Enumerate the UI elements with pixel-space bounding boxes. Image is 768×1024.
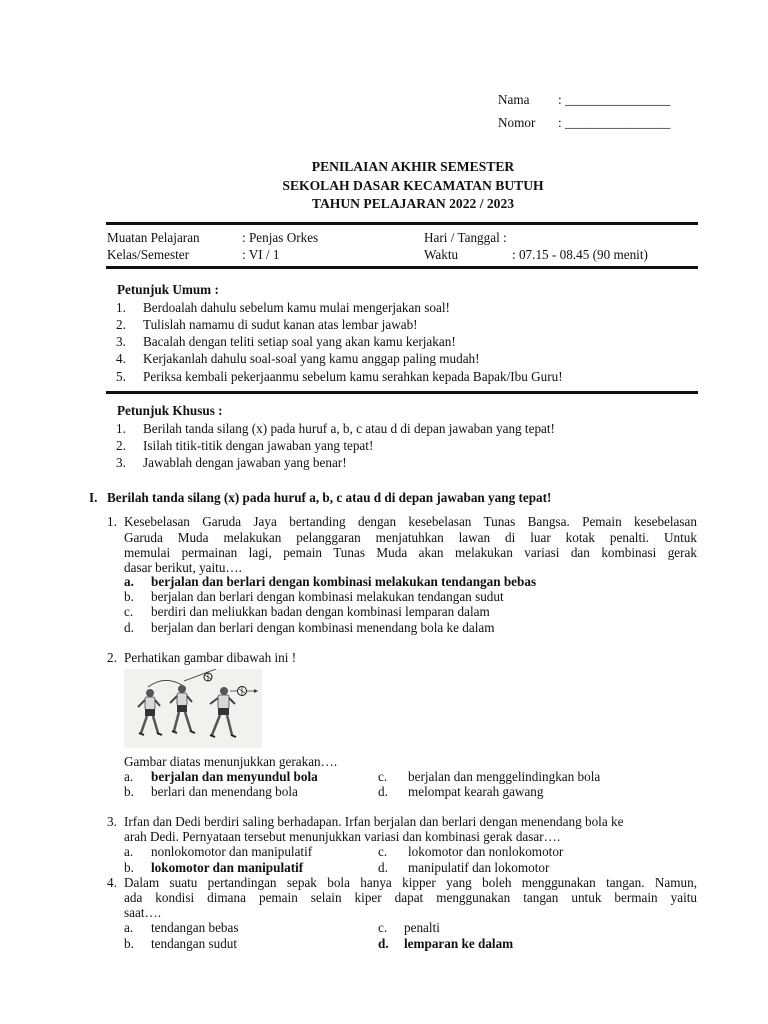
option-text[interactable]: nonlokomotor dan manipulatif — [151, 844, 313, 859]
option-text[interactable]: berjalan dan berlari dengan kombinasi melakukan tendangan bebas — [151, 574, 537, 589]
option-key[interactable]: c. — [378, 844, 388, 859]
heading-ball-illustration — [124, 669, 262, 748]
title-line-1: PENILAIAN AKHIR SEMESTER — [311, 159, 515, 174]
list-item-num: 3. — [116, 455, 126, 470]
option-text[interactable]: berjalan dan menggelindingkan bola — [408, 769, 601, 784]
question-1-line-1: Kesebelasan Garuda Jaya bertanding dengan kesebelasan Tunas Bangsa. Pemain kesebelasan — [124, 514, 697, 529]
question-4-line-1: Dalam suatu pertandingan sepak bola hanya kipper yang boleh menggunakan tangan. Namun, — [124, 875, 697, 890]
option-text[interactable]: berjalan dan berlari dengan kombinasi menendang bola ke dalam — [151, 620, 495, 635]
list-item-num: 2. — [116, 438, 126, 453]
question-1-line-3: memulai permainan lagi, pemain Tunas Muda akan melakukan variasi dan kombinasi gerak — [124, 545, 697, 560]
option-text[interactable]: melompat kearah gawang — [408, 784, 544, 799]
waktu-label: Waktu — [424, 247, 459, 262]
question-4-line-3: saat…. — [124, 905, 161, 920]
question-number: 1. — [107, 514, 117, 529]
hari-label: Hari / Tanggal : — [424, 230, 507, 245]
list-item-num: 4. — [116, 351, 126, 366]
petunjuk-umum-heading: Petunjuk Umum : — [117, 282, 219, 297]
option-key[interactable]: b. — [124, 936, 134, 951]
option-key[interactable]: d. — [378, 860, 388, 875]
question-number: 4. — [107, 875, 117, 890]
divider-mid — [106, 266, 698, 269]
option-text[interactable]: manipulatif dan lokomotor — [408, 860, 550, 875]
list-item: Bacalah dengan teliti setiap soal yang akan kamu kerjakan! — [143, 334, 456, 349]
option-key[interactable]: d. — [124, 620, 134, 635]
option-key[interactable]: d. — [378, 936, 389, 951]
option-text[interactable]: tendangan bebas — [151, 920, 239, 935]
option-text[interactable]: berlari dan menendang bola — [151, 784, 298, 799]
option-key[interactable]: b. — [124, 784, 134, 799]
title-line-3: TAHUN PELAJARAN 2022 / 2023 — [311, 196, 515, 211]
question-1-line-2: Garuda Muda melakukan pelanggaran menjatuhkan lawan di luar kotak penalti. Untuk — [124, 530, 697, 545]
option-text[interactable]: penalti — [404, 920, 440, 935]
question-3-line-1: Irfan dan Dedi berdiri saling berhadapan. Irfan berjalan dan berlari dengan menendang bola ke — [124, 814, 624, 829]
option-text[interactable]: tendangan sudut — [151, 936, 238, 951]
list-item-num: 3. — [116, 334, 126, 349]
option-text[interactable]: lokomotor dan nonlokomotor — [408, 844, 564, 859]
list-item: Kerjakanlah dahulu soal-soal yang kamu anggap paling mudah! — [143, 351, 480, 366]
title-line-2: SEKOLAH DASAR KECAMATAN BUTUH — [282, 178, 544, 193]
section-number: I. — [89, 490, 98, 505]
kelas-label: Kelas/Semester — [107, 247, 190, 262]
option-key[interactable]: c. — [378, 769, 388, 784]
list-item-num: 1. — [116, 421, 126, 436]
question-4-line-2: ada kondisi dimana pemain selain kiper dapat menggunakan tangan untuk bermain yaitu — [124, 890, 697, 905]
list-item: Tulislah namamu di sudut kanan atas lembar jawab! — [143, 317, 418, 332]
option-key[interactable]: c. — [124, 604, 134, 619]
question-number: 2. — [107, 650, 117, 665]
option-text[interactable]: lemparan ke dalam — [404, 936, 514, 951]
question-3-line-2: arah Dedi. Pernyataan tersebut menunjukkan variasi dan kombinasi gerak dasar…. — [124, 829, 561, 844]
option-key[interactable]: b. — [124, 589, 134, 604]
question-number: 3. — [107, 814, 117, 829]
list-item-num: 5. — [116, 369, 126, 384]
option-text[interactable]: berjalan dan menyundul bola — [151, 769, 318, 784]
option-key[interactable]: a. — [124, 574, 134, 589]
divider-bottom — [106, 391, 698, 394]
option-key[interactable]: d. — [378, 784, 388, 799]
option-key[interactable]: a. — [124, 769, 134, 784]
option-key[interactable]: c. — [378, 920, 388, 935]
kelas-value: : VI / 1 — [242, 247, 280, 262]
divider-top — [106, 222, 698, 225]
list-item-num: 2. — [116, 317, 126, 332]
question-1-line-4: dasar berikut, yaitu…. — [124, 560, 242, 575]
muatan-label: Muatan Pelajaran — [107, 230, 200, 245]
question-2-caption: Gambar diatas menunjukkan gerakan…. — [124, 754, 338, 769]
waktu-value: : 07.15 - 08.45 (90 menit) — [512, 247, 648, 262]
nomor-label: Nomor — [498, 115, 536, 130]
list-item: Jawablah dengan jawaban yang benar! — [143, 455, 347, 470]
option-text[interactable]: berdiri dan meliukkan badan dengan kombinasi lemparan dalam — [151, 604, 490, 619]
petunjuk-khusus-heading: Petunjuk Khusus : — [117, 403, 223, 418]
muatan-value: : Penjas Orkes — [242, 230, 319, 245]
option-key[interactable]: a. — [124, 844, 134, 859]
list-item-num: 1. — [116, 300, 126, 315]
section-heading: Berilah tanda silang (x) pada huruf a, b, c atau d di depan jawaban yang tepat! — [107, 490, 552, 505]
nama-field[interactable]: : ________________ — [558, 92, 671, 107]
nomor-field[interactable]: : ________________ — [558, 115, 671, 130]
option-key[interactable]: a. — [124, 920, 134, 935]
list-item: Periksa kembali pekerjaanmu sebelum kamu serahkan kepada Bapak/Ibu Guru! — [143, 369, 563, 384]
option-key[interactable]: b. — [124, 860, 134, 875]
option-text[interactable]: lokomotor dan manipulatif — [151, 860, 304, 875]
list-item: Isilah titik-titik dengan jawaban yang tepat! — [143, 438, 374, 453]
nama-label: Nama — [498, 92, 530, 107]
question-2-prompt: Perhatikan gambar dibawah ini ! — [124, 650, 297, 665]
option-text[interactable]: berjalan dan berlari dengan kombinasi melakukan tendangan sudut — [151, 589, 504, 604]
list-item: Berilah tanda silang (x) pada huruf a, b, c atau d di depan jawaban yang tepat! — [143, 421, 555, 436]
list-item: Berdoalah dahulu sebelum kamu mulai mengerjakan soal! — [143, 300, 450, 315]
